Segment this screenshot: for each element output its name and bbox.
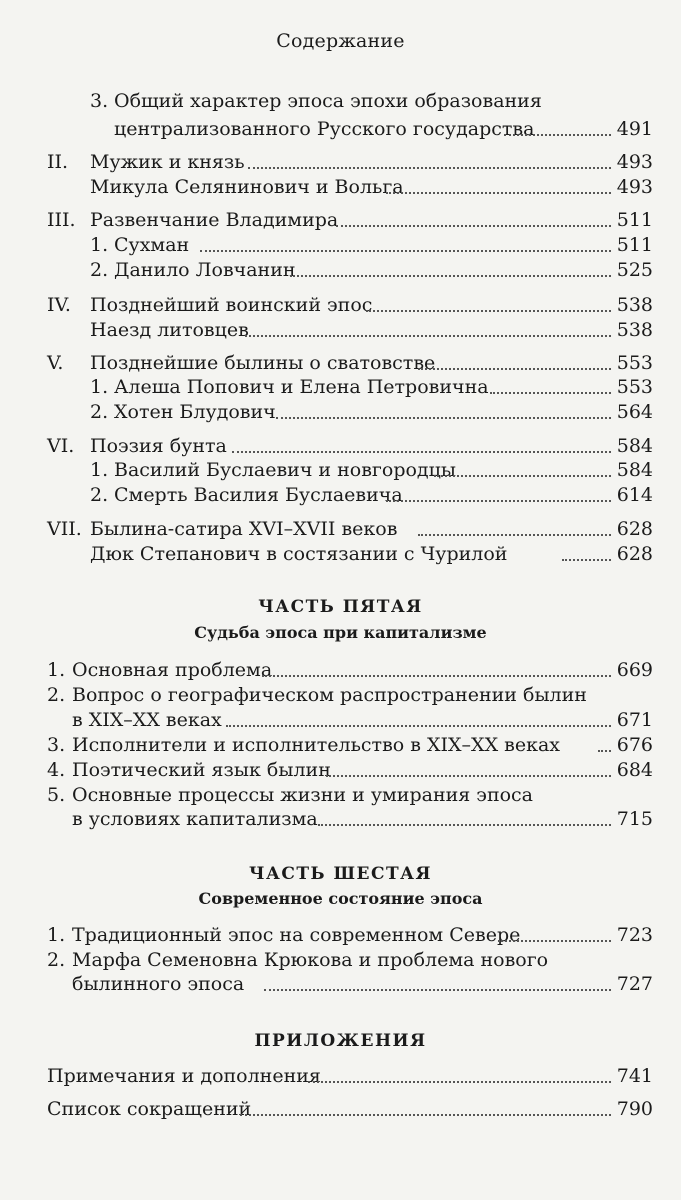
entry-number: 2. (47, 684, 66, 706)
entry-title-line: Примечания и дополнения (47, 1065, 321, 1087)
entry-title-line: в XIX–XX веках (72, 709, 222, 731)
toc-entry-mikula (0, 174, 681, 200)
toc-entry-death-vasily (0, 482, 681, 508)
leader-dots (386, 168, 611, 194)
entry-title-line: Хотен Блудович (114, 401, 276, 423)
leader-dots (290, 251, 611, 277)
entry-title-line: централизованного Русского государства (114, 118, 535, 140)
entry-number: VII. (47, 518, 82, 540)
toc-entry-khoten (0, 399, 681, 425)
entry-number: V. (47, 352, 64, 374)
leader-dots (490, 368, 611, 394)
part6-entry-1 (0, 922, 681, 948)
page-number: 671 (616, 709, 653, 731)
entry-title-line: Исполнители и исполнительство в XIX–XX веках (72, 734, 560, 756)
entry-title-line: Марфа Семеновна Крюкова и проблема нового (72, 949, 549, 971)
entry-number: 2. (90, 401, 109, 423)
leader-dots (248, 143, 611, 169)
entry-title-line: Василий Буслаевич и новгородцы (114, 459, 456, 481)
entry-title-line: Сухман (114, 234, 190, 256)
entry-title-line: Основные процессы жизни и умирания эпоса (72, 784, 534, 806)
entry-title-line: Позднейший воинский эпос (90, 294, 373, 316)
page-number: 727 (616, 973, 653, 995)
entry-title-line: Список сокращений (47, 1098, 252, 1120)
page-number: 584 (616, 435, 653, 457)
entry-number: III. (47, 209, 76, 231)
entry-number: IV. (47, 294, 71, 316)
page-number: 628 (616, 543, 653, 565)
leader-dots (418, 344, 611, 370)
entry-title-line: Основная проблема (72, 659, 273, 681)
page-number: 614 (616, 484, 653, 506)
page-number: 493 (616, 151, 653, 173)
entry-number: II. (47, 151, 69, 173)
entry-title-line: Общий характер эпоса эпохи образования (114, 90, 542, 112)
page-number: 493 (616, 176, 653, 198)
entry-number: 1. (47, 924, 66, 946)
entry-number: 1. (90, 376, 109, 398)
entry-title-line: в условиях капитализма (72, 808, 318, 830)
page-header: Содержание (276, 30, 405, 52)
leader-dots (226, 701, 611, 727)
entry-title-line: Поэтический язык былин (72, 759, 331, 781)
leader-dots (326, 751, 611, 777)
page-number: 564 (616, 401, 653, 423)
page-number: 491 (616, 118, 653, 140)
page-number: 511 (616, 209, 653, 231)
leader-dots (598, 726, 611, 752)
leader-dots (386, 476, 611, 502)
leader-dots (276, 393, 611, 419)
page-number: 676 (616, 734, 653, 756)
entry-title-line: Былина-сатира XVI–XVII веков (90, 518, 398, 540)
entry-number: 3. (90, 90, 109, 112)
entry-title-line: Смерть Василия Буслаевича (114, 484, 403, 506)
entry-title-line: Позднейшие былины о сватовстве (90, 352, 436, 374)
page-number: 553 (616, 376, 653, 398)
page-number: 538 (616, 294, 653, 316)
page-number: 511 (616, 234, 653, 256)
leader-dots (434, 451, 611, 477)
appendix-title: ПРИЛОЖЕНИЯ (254, 1031, 427, 1051)
leader-dots (245, 311, 611, 337)
leader-dots (264, 965, 611, 991)
leader-dots (262, 651, 611, 677)
entry-title-line: Мужик и князь (90, 151, 245, 173)
leader-dots (318, 800, 611, 826)
entry-number: 2. (90, 259, 109, 281)
page-number: 584 (616, 459, 653, 481)
appendix-entry-abbreviations (0, 1096, 681, 1122)
entry-number: 4. (47, 759, 66, 781)
entry-title-line: былинного эпоса (72, 973, 245, 995)
part5-entry-4 (0, 757, 681, 783)
part5-entry-1 (0, 657, 681, 683)
entry-title-line: Вопрос о географическом распространении былин (72, 684, 587, 706)
entry-number: 2. (90, 484, 109, 506)
leader-dots (336, 201, 611, 227)
toc-entry-naezd (0, 317, 681, 343)
entry-number: 2. (47, 949, 66, 971)
part-six-subtitle: Современное состояние эпоса (198, 889, 483, 908)
page-number: 684 (616, 759, 653, 781)
entry-title-line: Дюк Степанович в состязании с Чурилой (90, 543, 508, 565)
page-number: 525 (616, 259, 653, 281)
leader-dots (308, 1057, 611, 1083)
page-number: 741 (616, 1065, 653, 1087)
entry-title-line: Наезд литовцев (90, 319, 249, 341)
appendix-entry-notes (0, 1063, 681, 1089)
page-number: 538 (616, 319, 653, 341)
leader-dots (418, 510, 611, 536)
page-number: 715 (616, 808, 653, 830)
leader-dots (562, 535, 611, 561)
entry-title-line: Поэзия бунта (90, 435, 227, 457)
page-number: 723 (616, 924, 653, 946)
leader-dots (366, 286, 611, 312)
entry-number: 5. (47, 784, 66, 806)
page-number: 790 (616, 1098, 653, 1120)
entry-title-line: Алеша Попович и Елена Петровична (114, 376, 489, 398)
entry-number: 1. (90, 459, 109, 481)
entry-title-line: Данило Ловчанин (114, 259, 296, 281)
leader-dots (200, 226, 611, 252)
leader-dots (504, 110, 611, 136)
entry-number: 3. (47, 734, 66, 756)
entry-number: VI. (47, 435, 75, 457)
entry-number: 1. (90, 234, 109, 256)
part-five-subtitle: Судьба эпоса при капитализме (194, 623, 487, 642)
entry-title-line: Традиционный эпос на современном Севере (72, 924, 521, 946)
page-number: 669 (616, 659, 653, 681)
entry-title-line: Микула Селянинович и Вольга (90, 176, 404, 198)
leader-dots (498, 916, 611, 942)
page-number: 553 (616, 352, 653, 374)
part-five-title: ЧАСТЬ ПЯТАЯ (258, 597, 423, 617)
toc-entry-dyuk (0, 541, 681, 567)
leader-dots (240, 1090, 611, 1116)
part-six-title: ЧАСТЬ ШЕСТАЯ (248, 864, 433, 884)
leader-dots (232, 427, 611, 453)
toc-entry-danilo (0, 257, 681, 283)
page-number: 628 (616, 518, 653, 540)
entry-title-line: Развенчание Владимира (90, 209, 339, 231)
entry-number: 1. (47, 659, 66, 681)
